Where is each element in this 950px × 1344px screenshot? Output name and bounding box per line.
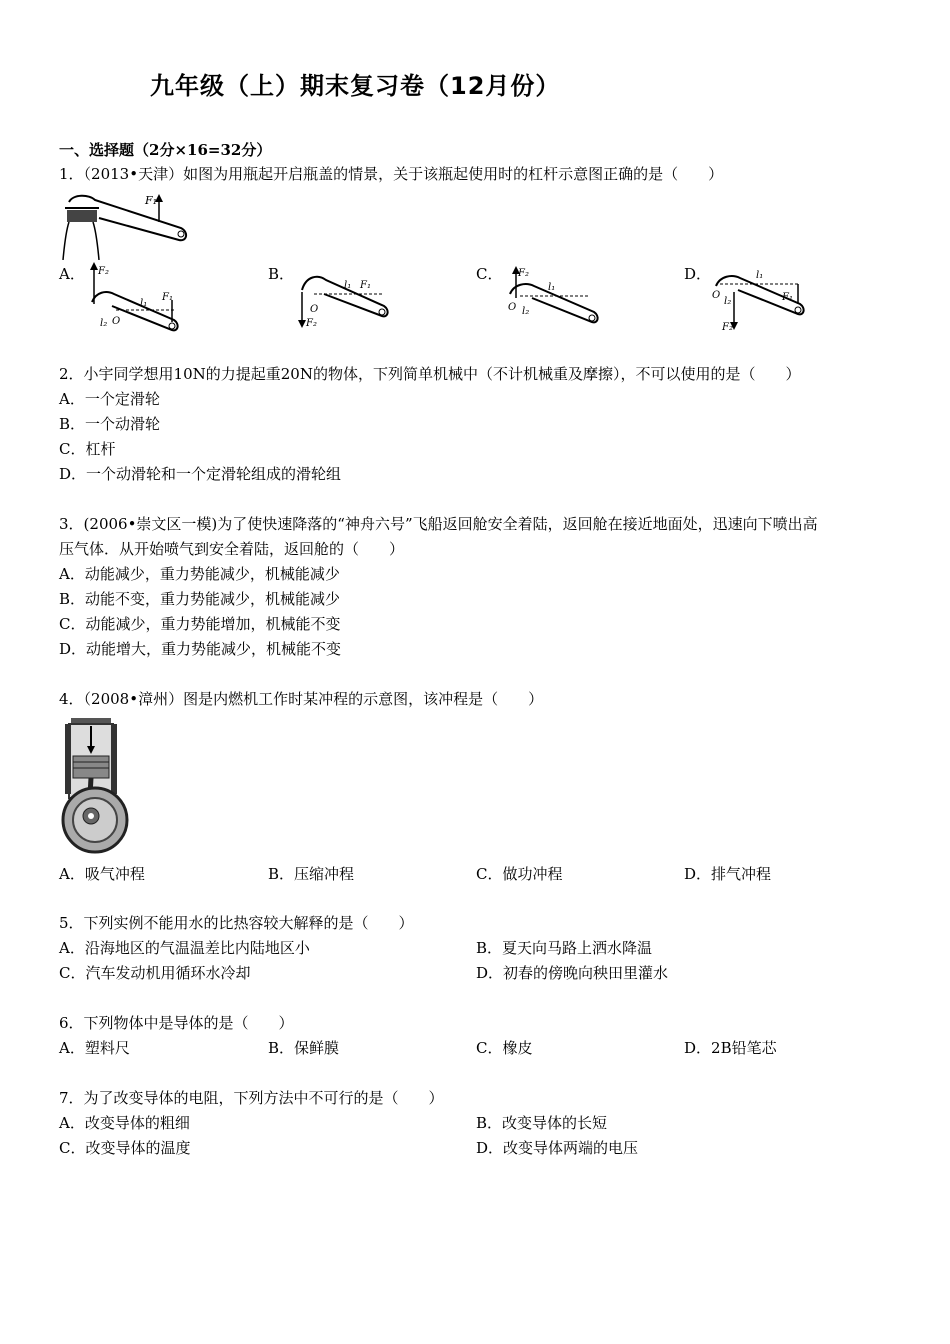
q6-option-a: A．塑料尺 [59,1039,130,1057]
q7-option-a: A．改变导体的粗细 [59,1114,190,1132]
q1-stem: 1．（2013•天津）如图为用瓶起开启瓶盖的情景，关于该瓶起使用时的杠杆示意图正确的是（ ） [59,165,724,183]
q6-stem: 6．下列物体中是导体的是（ ） [59,1014,294,1032]
q1-bottle-opener-figure [59,188,194,260]
q7-option-c: C．改变导体的温度 [59,1139,191,1157]
q1-option-c-figure [504,264,604,332]
svg-text:F₂: F₂ [518,268,529,279]
q2-option-a: A．一个定滑轮 [59,390,160,408]
q7-option-d: D．改变导体两端的电压 [476,1139,639,1157]
svg-text:l₁: l₁ [344,280,352,291]
q1-option-c: C． [476,265,503,283]
q3-stem-line1: 3．(2006•崇文区一模)为了使快速降落的“神舟六号”飞船返回舱安全着陆，返回舱在接近地面处，迅速向下喷出高 [59,515,818,533]
svg-text:F₁: F₁ [782,292,793,303]
q7-stem: 7．为了改变导体的电阻，下列方法中不可行的是（ ） [59,1089,444,1107]
q6-option-b: B．保鲜膜 [268,1039,340,1057]
svg-text:l₂: l₂ [522,306,530,317]
q4-option-a: A．吸气冲程 [59,865,145,883]
q3-option-d: D．动能增大，重力势能减少，机械能不变 [59,640,342,658]
svg-text:O: O [112,316,121,327]
q2-option-d: D．一个动滑轮和一个定滑轮组成的滑轮组 [59,465,342,483]
q4-option-c: C．做功冲程 [476,865,563,883]
q1-option-a-figure [86,262,186,337]
svg-text:O: O [712,290,721,301]
svg-text:F₂: F₂ [722,322,733,333]
svg-text:l₁: l₁ [756,270,764,281]
q4-option-d: D．排气冲程 [684,865,772,883]
svg-text:O: O [310,304,319,315]
page-title: 九年级（上）期末复习卷（12月份） [150,72,561,100]
svg-text:F₁: F₁ [162,292,173,303]
q1-option-b-figure [294,266,394,332]
q7-option-b: B．改变导体的长短 [476,1114,608,1132]
svg-text:l₂: l₂ [724,296,732,307]
q1-option-b: B． [268,265,295,283]
q4-stem: 4．（2008•漳州）图是内燃机工作时某冲程的示意图，该冲程是（ ） [59,690,544,708]
q3-option-c: C．动能减少，重力势能增加，机械能不变 [59,615,341,633]
svg-text:F₂: F₂ [98,266,109,277]
f1-label: F₁ [145,194,158,207]
q5-option-b: B．夏天向马路上洒水降温 [476,939,653,957]
q6-option-d: D．2B铅笔芯 [684,1039,777,1057]
q3-stem-line2: 压气体．从开始喷气到安全着陆，返回舱的（ ） [59,540,405,558]
q4-engine-figure [59,716,131,856]
q5-stem: 5．下列实例不能用水的比热容较大解释的是（ ） [59,914,414,932]
q1-option-d-figure [710,264,810,336]
q3-option-a: A．动能减少，重力势能减少，机械能减少 [59,565,340,583]
q5-option-d: D．初春的傍晚向秧田里灌水 [476,964,669,982]
q6-option-c: C．橡皮 [476,1039,533,1057]
svg-text:O: O [508,302,517,313]
q2-option-c: C．杠杆 [59,440,116,458]
q2-stem: 2．小宇同学想用10N的力提起重20N的物体，下列简单机械中（不计机械重及摩擦），不可以使用的是（ ） [59,365,801,383]
q1-option-a: A． [59,265,85,283]
q2-option-b: B．一个动滑轮 [59,415,161,433]
q4-option-b: B．压缩冲程 [268,865,355,883]
svg-text:F₂: F₂ [306,318,317,329]
svg-text:l₂: l₂ [100,318,108,329]
q5-option-c: C．汽车发动机用循环水冷却 [59,964,251,982]
q5-option-a: A．沿海地区的气温温差比内陆地区小 [59,939,310,957]
svg-text:l₁: l₁ [548,282,556,293]
q1-option-d: D． [684,265,712,283]
svg-text:F₁: F₁ [360,280,371,291]
q3-option-b: B．动能不变，重力势能减少，机械能减少 [59,590,341,608]
section-heading: 一、选择题（2分×16=32分） [59,141,272,159]
svg-text:l₁: l₁ [140,298,148,309]
